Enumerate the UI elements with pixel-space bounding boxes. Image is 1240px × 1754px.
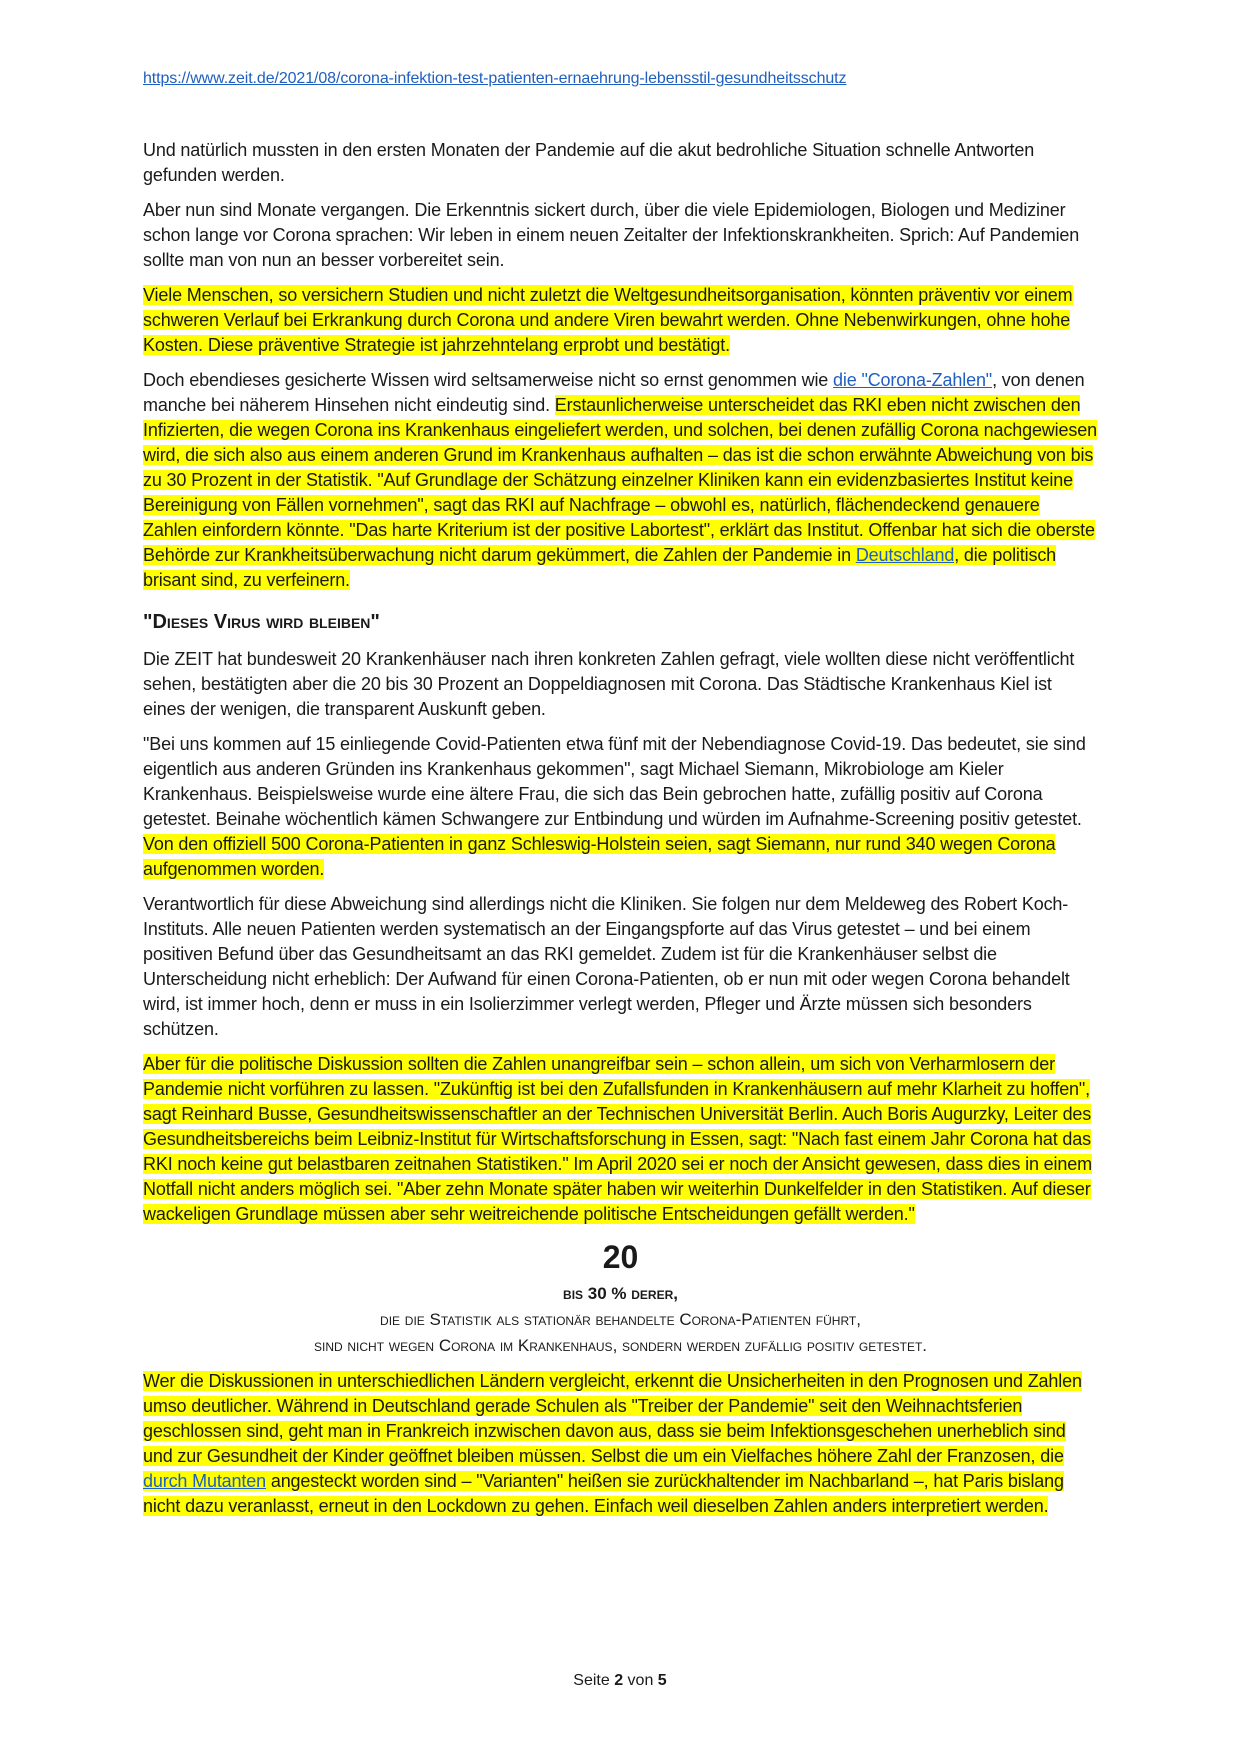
durch-mutanten-link[interactable]: durch Mutanten [143, 1471, 266, 1491]
highlight-text: Viele Menschen, so versichern Studien und nicht zuletzt die Weltgesundheitsorganisation, könnten präventiv vor einem schweren Verlauf bei Erkrankung durch Corona und andere Viren bewahrt werden. Ohne Nebenwirkungen, ohne hohe Kosten. Diese präventive Strategie ist jahrzehntelang erprobt und bestätigt. [143, 285, 1073, 355]
paragraph-6 [143, 732, 1098, 882]
highlight-text: , die politisch brisant sind, zu verfeinern. [143, 545, 1057, 590]
document-page [143, 70, 1098, 1529]
paragraph-1: Und natürlich mussten in den ersten Monaten der Pandemie auf die akut bedrohliche Situation schnelle Antworten gefunden werden. [143, 140, 1035, 185]
paragraph-8 [143, 1052, 1098, 1227]
paragraph-text: Doch ebendieses gesicherte Wissen wird seltsamerweise nicht so ernst genommen wie [143, 370, 834, 390]
paragraph-text: "Bei uns kommen auf 15 einliegende Covid-Patienten etwa fünf mit der Nebendiagnose Covid-19. Das bedeutet, sie sind eigentlich aus anderen Gründen ins Krankenhaus gekommen", sagt Michael Siemann, Mikrobiologe am Kieler Krankenhaus. Beispielsweise wurde eine ältere Frau, die sich das Bein gebrochen hatte, zufällig positiv auf Corona getestet. Beinahe wöchentlich kämen Schwangere zur Entbindung und würden im Aufnahme-Screening positiv getestet. [143, 734, 1086, 829]
pull-quote-line-1: bis 30 % derer, [563, 1284, 678, 1303]
pull-quote-line-3: sind nicht wegen Corona im Krankenhaus, sondern werden zufällig positiv getestet. [313, 1336, 927, 1355]
paragraph-2: Aber nun sind Monate vergangen. Die Erkenntnis sickert durch, über die viele Epidemiologen, Biologen und Mediziner schon lange vor Corona sprachen: Wir leben in einem neuen Zeitalter der Infektionskrankheiten. Sprich: Auf Pandemien sollte man von nun an besser vorbereitet sein. [143, 200, 1080, 270]
highlight-text: Aber für die politische Diskussion sollten die Zahlen unangreifbar sein – schon allein, um sich von Verharmlosern der Pandemie nicht vorführen zu lassen. "Zukünftig ist bei den Zufallsfunden in Krankenhäusern auf mehr Klarheit zu hoffen", sagt Reinhard Busse, Gesundheitswissenschaftler an der Technischen Universität Berlin. Auch Boris Augurzky, Leiter des Gesundheitsbereichs beim Leibniz-Institut für Wirtschaftsforschung in Essen, sagt: "Nach fast einem Jahr Corona hat das RKI noch keine gut belastbaren zeitnahen Statistiken." Im April 2020 sei er noch der Ansicht gewesen, dass dies in einem Notfall nicht anders möglich sei. "Aber zehn Monate später haben wir weiterhin Dunkelfelder in den Statistiken. Auf dieser wackeligen Grundlage müssen aber sehr weitreichende politische Entscheidungen gefällt werden." [143, 1054, 1092, 1224]
footer-prefix: Seite [573, 1672, 615, 1689]
current-page-number: 2 [614, 1672, 624, 1689]
pull-quote-number: 20 [602, 1239, 639, 1275]
highlight-text: Erstaunlicherweise unterscheidet das RKI eben nicht zwischen den Infizierten, die wegen Corona ins Krankenhaus eingeliefert werden, und solchen, bei denen zufällig Corona nachgewiesen wird, die sich also aus einem anderen Grund im Krankenhaus aufhalten – das ist die schon erwähnte Abweichung von bis zu 30 Prozent in der Statistik. "Auf Grundlage der Schätzung einzelner Kliniken kann ein evidenzbasiertes Institut keine Bereinigung von Fällen vornehmen", sagt das RKI auf Nachfrage – obwohl es, natürlich, flächendeckend genauere Zahlen einfordern könnte. "Das harte Kriterium ist der positive Labortest", erklärt das Institut. Offenbar hat sich die oberste Behörde zur Krankheitsüberwachung nicht darum gekümmert, die Zahlen der Pandemie in [143, 395, 1097, 565]
paragraph-9 [143, 1369, 1098, 1519]
paragraph-5: Die ZEIT hat bundesweit 20 Krankenhäuser nach ihren konkreten Zahlen gefragt, viele wollten diese nicht veröffentlicht sehen, bestätigten aber die 20 bis 30 Prozent an Doppeldiagnosen mit Corona. Das Städtische Krankenhaus Kiel ist eines der wenigen, die transparent Auskunft geben. [143, 649, 1075, 719]
paragraph-3 [143, 283, 1098, 358]
page-number-footer [0, 1672, 1240, 1690]
highlight-text: angesteckt worden sind – "Varianten" heißen sie zurückhaltender im Nachbarland –, hat Paris bislang nicht dazu veranlasst, erneut in den Lockdown zu gehen. Einfach weil dieselben Zahlen anders interpretiert werden. [143, 1471, 1064, 1516]
section-heading: "Dieses Virus wird bleiben" [143, 611, 380, 633]
paragraph-7: Verantwortlich für diese Abweichung sind allerdings nicht die Kliniken. Sie folgen nur dem Meldeweg des Robert Koch-Instituts. Alle neuen Patienten werden systematisch an der Eingangspforte auf das Virus getestet – und bei einem positiven Befund über das Gesundheitsamt an das RKI gemeldet. Zudem ist für die Krankenhäuser selbst die Unterscheidung nicht erheblich: Der Aufwand für einen Corona-Patienten, ob er nun mit oder wegen Corona behandelt wird, ist immer hoch, denn er muss in ein Isolierzimmer verlegt werden, Pfleger und Ärzte müssen sich besonders schützen. [143, 894, 1070, 1039]
highlight-text: Von den offiziell 500 Corona-Patienten in ganz Schleswig-Holstein seien, sagt Siemann, nur rund 340 wegen Corona aufgenommen worden. [143, 834, 1056, 879]
total-page-number: 5 [657, 1672, 667, 1689]
highlight-text: Wer die Diskussionen in unterschiedlichen Ländern vergleicht, erkennt die Unsicherheiten in den Prognosen und Zahlen umso deutlicher. Während in Deutschland gerade Schulen als "Treiber der Pandemie" seit den Weihnachtsferien geschlossen sind, geht man in Frankreich inzwischen davon aus, dass sie beim Infektionsgeschehen unerheblich sind und zur Gesundheit der Kinder geöffnet bleiben müssen. Selbst die um ein Vielfaches höhere Zahl der Franzosen, die [143, 1371, 1082, 1466]
paragraph-4 [143, 368, 1098, 593]
paragraph-text: , von denen manche bei näherem Hinsehen nicht eindeutig sind. [143, 370, 1085, 415]
pull-quote [143, 1237, 1098, 1359]
deutschland-link[interactable]: Deutschland [855, 545, 955, 565]
pull-quote-line-2: die die Statistik als stationär behandelte Corona-Patienten führt, [380, 1310, 861, 1329]
corona-zahlen-link[interactable]: die "Corona-Zahlen" [833, 370, 993, 390]
footer-middle: von [623, 1672, 658, 1689]
source-url-link[interactable]: https://www.zeit.de/2021/08/corona-infektion-test-patienten-ernaehrung-lebensstil-gesundheitsschutz [143, 70, 847, 87]
